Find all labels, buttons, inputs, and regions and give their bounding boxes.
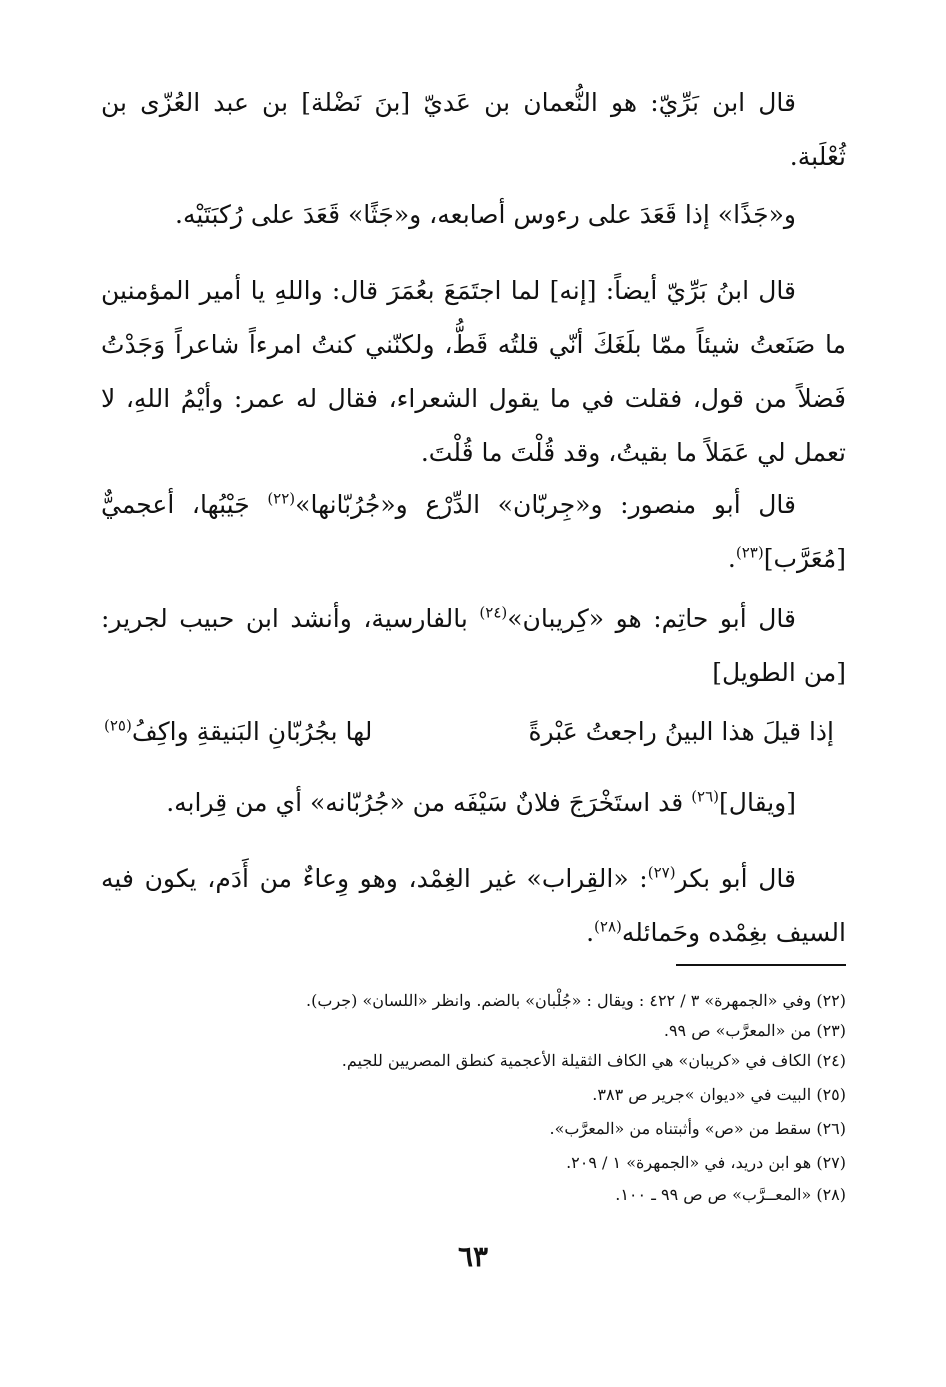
paragraph-text: قال أبو منصور: و«جِربّان» الدِّرْع و«جُرُبّانها»	[295, 490, 796, 519]
verse-hemistich-second	[104, 712, 372, 752]
paragraph-text: .	[586, 918, 595, 947]
verse-hemistich-first: إذا قيلَ هذا البينُ راجعتُ عَبْرةً	[528, 717, 834, 746]
paragraph: قال ابنُ بَرِّيّ أيضاً: [إنه] لما اجتَمَعَ بعُمَرَ قال: واللهِ يا أمير المؤمنين ما صَنَعتُ شيئاً ممّا بلَغَكَ أنّي قلتُه قَطُّ، ولكنّني كنتُ امرءاً شاعراً وَجَدْتُ فَضلاً من قول، فقلت في ما يقول الشعراء، فقال له عمر: وأيْمُ اللهِ، لا تعمل لي عَمَلاً ما بقيتُ، وقد قُلْتَ ما قُلْتَ.	[101, 276, 846, 467]
footnote: (٢٥) البيت في «ديوان »جرير ص ٣٨٣.	[592, 1085, 846, 1104]
paragraph-text: جَيْبُها، أعجميٌّ [مُعَرَّب]	[101, 490, 846, 573]
paragraph-text: [ويقال]	[719, 788, 796, 817]
footnote: (٢٨) «المعــرَّب» ص ص ٩٩ ـ ١٠٠.	[615, 1185, 846, 1204]
paragraph: و«جَذًا» إذا قَعَدَ على رءوس أصابعه، و«جَثًا» قَعَدَ على رُكبَتَيْه.	[175, 200, 796, 229]
verse-text: لها بجُرُبّانِ البَنيقةِ واكِفُ	[131, 717, 373, 746]
paragraph-text: بالفارسية، وأنشد ابن حبيب لجرير: [من الطويل]	[101, 604, 846, 687]
footnote: (٢٤) الكاف في «كريبان» هي الكاف الثقيلة الأعجمية كنطق المصريين للجيم.	[341, 1051, 846, 1070]
paragraph-text: قد استَخْرَجَ فلانٌ سَيْفَه من «جُرُبّانه» أي من قِرابه.	[166, 788, 692, 817]
paragraph-text: : «القِراب» غير الغِمْد، وهو وِعاءٌ من أَدَم، يكون فيه السيف بغِمْده وحَمائله	[101, 864, 846, 947]
paragraph	[101, 852, 846, 960]
footnote-ref: (٢٨)	[594, 917, 622, 936]
footnote-ref: (٢٤)	[479, 603, 508, 622]
footnote-separator	[676, 964, 846, 966]
paragraph	[101, 592, 846, 700]
paragraph-text: .	[727, 544, 736, 573]
paragraph: قال ابن بَرِّيّ: هو النُّعمان بن عَديّ [بنَ نَضْلة] بن عبد العُزّى بن ثُعْلَبة.	[101, 88, 846, 171]
footnote-ref: (٢٧)	[647, 863, 676, 882]
footnote-ref: (٢٣)	[735, 543, 764, 562]
footnote: (٢٢) وفي «الجمهرة» ٣ / ٤٢٢ : ويقال : «جُلْبان» بالضم. وانظر «اللسان» (جرب).	[306, 991, 846, 1010]
paragraph-text: قال أبو بكر	[675, 864, 796, 893]
footnote-ref: (٢٥)	[104, 716, 132, 735]
paragraph	[101, 478, 846, 586]
footnote: (٢٧) هو ابن دريد، في «الجمهرة» ١ / ٢٠٩.	[566, 1153, 846, 1172]
footnote: (٢٣) من «المعرَّب» ص ٩٩.	[663, 1021, 846, 1040]
paragraph-text: قال أبو حاتِم: هو «كِريبان»	[507, 604, 796, 633]
footnote: (٢٦) سقط من «ص» وأثبتناه من «المعرَّب».	[549, 1119, 846, 1138]
page-number: ٦٣	[457, 1240, 489, 1273]
footnote-ref: (٢٦)	[691, 787, 720, 806]
footnote-ref: (٢٢)	[267, 489, 296, 508]
poem-verse	[104, 712, 834, 752]
paragraph	[101, 776, 846, 830]
